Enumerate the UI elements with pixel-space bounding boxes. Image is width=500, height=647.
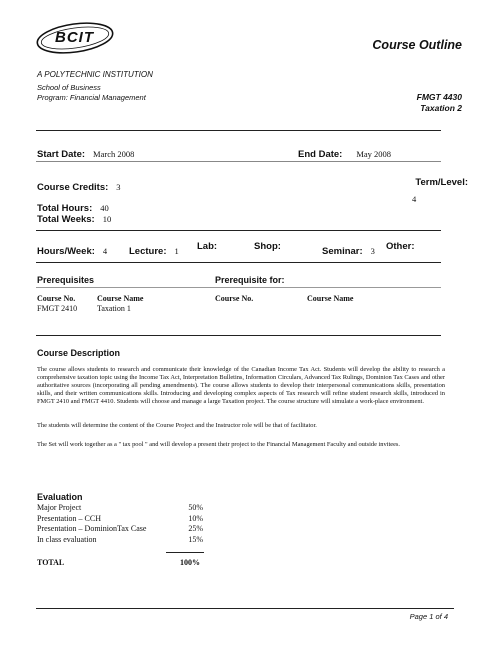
end-date-row bbox=[298, 144, 391, 162]
divider bbox=[36, 262, 441, 263]
seminar-row bbox=[322, 241, 375, 259]
lecture-label: Lecture: bbox=[129, 246, 167, 257]
institution: A POLYTECHNIC INSTITUTION bbox=[37, 70, 153, 79]
total-hours-value: 40 bbox=[100, 203, 109, 213]
other-label: Other: bbox=[386, 241, 415, 252]
table-row bbox=[37, 514, 203, 525]
table-row bbox=[37, 535, 203, 546]
prereq-for-col-no: Course No. bbox=[215, 294, 254, 303]
evaluation-total-value: 100% bbox=[180, 558, 200, 567]
credits-label: Course Credits: bbox=[37, 182, 109, 193]
doc-title: Course Outline bbox=[372, 38, 462, 52]
start-date-label: Start Date: bbox=[37, 149, 86, 160]
divider bbox=[36, 161, 441, 162]
end-date-value: May 2008 bbox=[356, 149, 392, 159]
program: Program: Financial Management bbox=[37, 93, 146, 102]
total-weeks-row bbox=[37, 209, 111, 227]
description-paragraph-2: The students will determine the content of the Course Project and the Instructor role will be that of facilitator. bbox=[37, 422, 317, 429]
hours-week-label: Hours/Week: bbox=[37, 246, 95, 257]
total-weeks-value: 10 bbox=[102, 214, 112, 224]
shop-label: Shop: bbox=[254, 241, 281, 252]
divider bbox=[36, 130, 441, 131]
lecture-row bbox=[129, 241, 179, 259]
divider bbox=[36, 335, 441, 336]
evaluation-item-label: Major Project bbox=[37, 503, 82, 512]
total-weeks-label: Total Weeks: bbox=[37, 214, 95, 225]
table-row bbox=[37, 524, 203, 535]
evaluation-item-label: Presentation – DominionTax Case bbox=[37, 524, 147, 534]
prereq-col-no: Course No. bbox=[37, 294, 76, 303]
term-level-label: Term/Level: bbox=[415, 177, 468, 188]
term-level-value: 4 bbox=[412, 194, 417, 204]
evaluation-item-label: In class evaluation bbox=[37, 534, 97, 544]
total-hours-label: Total Hours: bbox=[37, 203, 93, 214]
prereq-col-name: Course Name bbox=[97, 294, 144, 303]
seminar-value: 3 bbox=[370, 246, 375, 256]
school: School of Business bbox=[37, 83, 101, 92]
evaluation-heading: Evaluation bbox=[37, 492, 83, 502]
lecture-value: 1 bbox=[174, 246, 179, 256]
prereq-row-no: FMGT 2410 bbox=[37, 304, 78, 313]
credits-value: 3 bbox=[116, 182, 121, 192]
evaluation-item-value: 25% bbox=[188, 524, 203, 534]
divider bbox=[36, 287, 441, 288]
hours-week-value: 4 bbox=[102, 246, 108, 256]
course-name: Taxation 2 bbox=[420, 103, 462, 113]
course-code: FMGT 4430 bbox=[416, 92, 462, 102]
table-row bbox=[37, 503, 203, 514]
credits-row bbox=[37, 177, 121, 195]
evaluation-item-value: 50% bbox=[188, 503, 203, 512]
prereq-heading: Prerequisites bbox=[37, 275, 95, 285]
evaluation-item-value: 15% bbox=[188, 534, 203, 544]
seminar-label: Seminar: bbox=[322, 246, 363, 257]
logo-text: BCIT bbox=[55, 29, 94, 46]
description-paragraph-3: The Set will work together as a " tax pool " and will develop a present their project to the Financial Management Faculty and outside invitees. bbox=[37, 441, 400, 448]
end-date-label: End Date: bbox=[298, 149, 343, 160]
start-date-row bbox=[37, 144, 134, 162]
lab-label: Lab: bbox=[197, 241, 218, 252]
footer-divider bbox=[36, 608, 454, 609]
total-rule bbox=[166, 552, 204, 553]
prereq-for-heading: Prerequisite for: bbox=[215, 275, 285, 285]
evaluation-total-label: TOTAL bbox=[37, 558, 65, 567]
prereq-row-name: Taxation 1 bbox=[97, 304, 131, 313]
description-paragraph-1: The course allows students to research and communicate their knowledge of the Canadian Income Tax Act. Students will develop the ability to research a comprehensive taxation topic using the Income Tax Act, Interpretation Bulletins, Information Circulars, Advanced Tax Rulings, Dominion Tax Cases and other authoritative sources (incorporating all pending amendments). The course allows students to develop their interpersonal communications skills, presentation skills, and their written communications skills. Introducing and developing complex aspects of Tax research will refine student research skills, introduced in FMGT 2410 and FMGT 4410. Students will choose and manage a large Taxation project. The course structure will simulate a work-place environment. bbox=[37, 366, 445, 406]
evaluation-item-label: Presentation – CCH bbox=[37, 513, 101, 523]
divider bbox=[36, 230, 441, 231]
evaluation-item-value: 10% bbox=[188, 513, 203, 523]
start-date-value: March 2008 bbox=[93, 149, 135, 159]
hours-week-row bbox=[37, 241, 107, 259]
description-heading: Course Description bbox=[37, 348, 121, 358]
prereq-for-col-name: Course Name bbox=[307, 294, 354, 303]
bcit-logo bbox=[34, 20, 116, 56]
evaluation-table bbox=[37, 503, 203, 545]
page-number: Page 1 of 4 bbox=[409, 612, 448, 621]
